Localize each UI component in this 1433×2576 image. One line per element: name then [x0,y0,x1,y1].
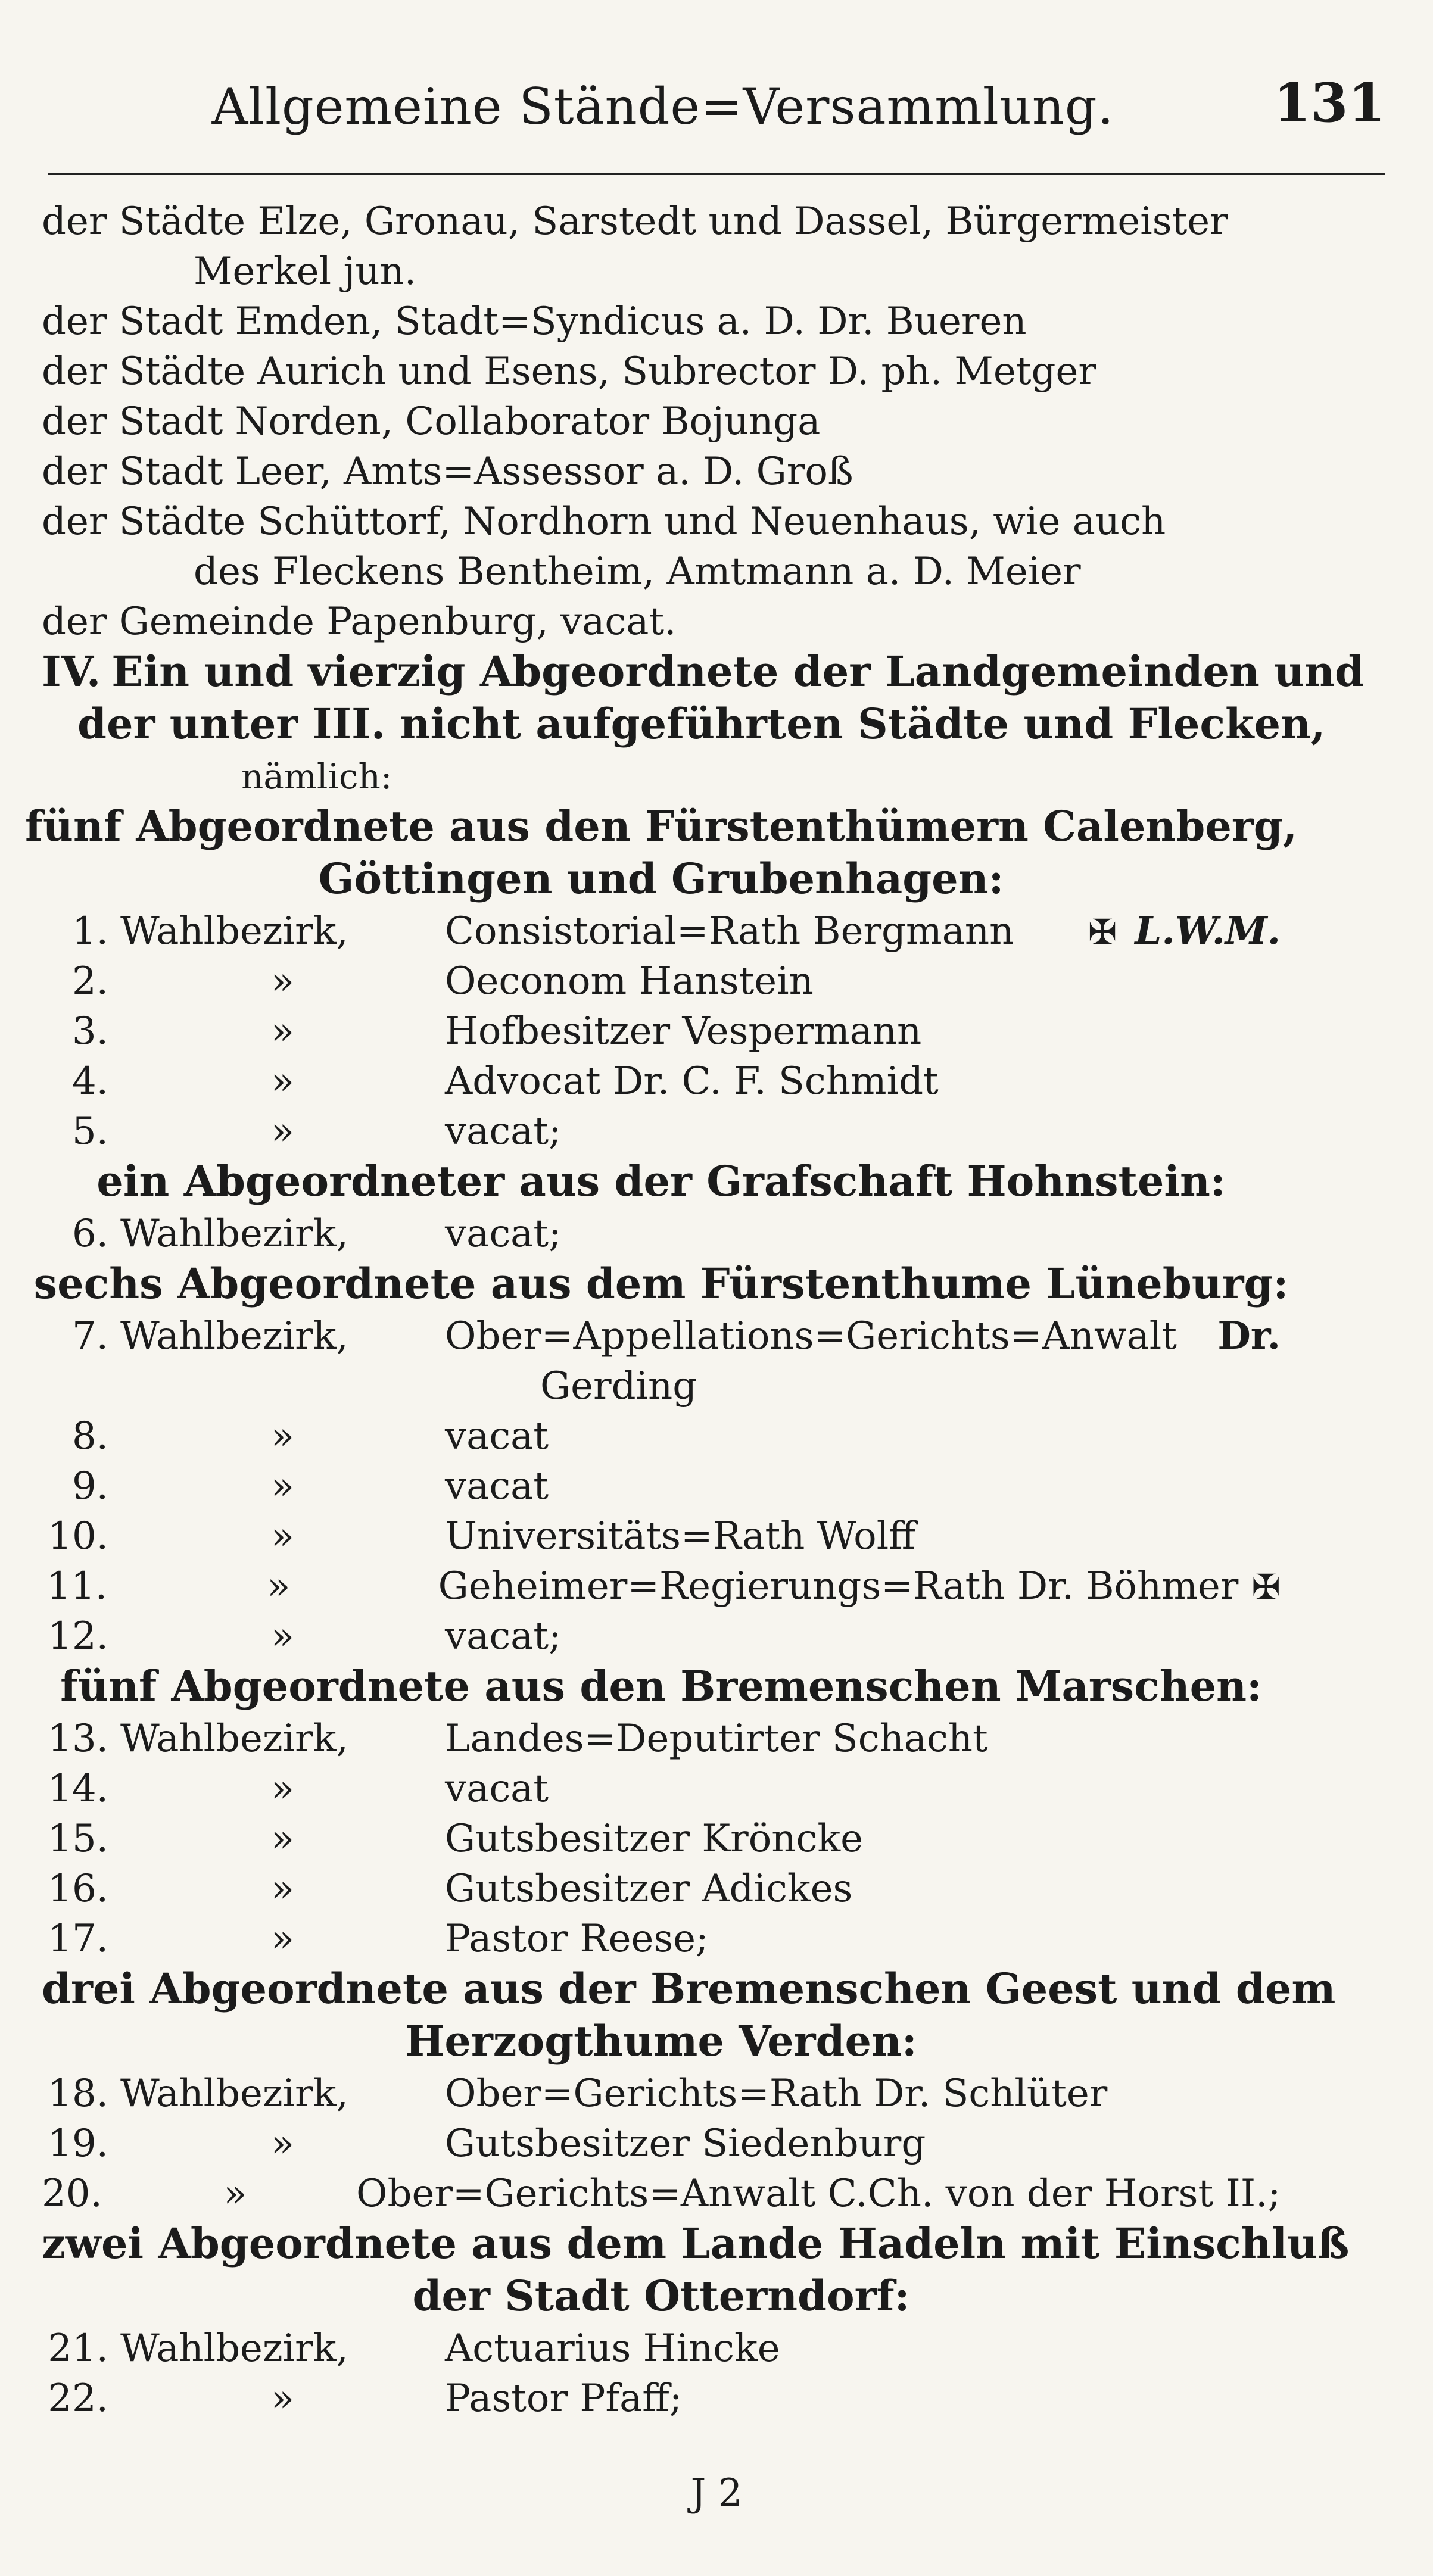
entry-number: 3. [71,1009,108,1053]
entry-number: 5. [71,1109,108,1153]
section-heading-tail: nämlich: [241,756,392,797]
list-item [42,2374,1281,2424]
text-line: Merkel jun. [194,250,417,294]
deputy-name: vacat; [445,1109,562,1153]
entry-number: 9. [71,1464,108,1508]
list-item [42,1914,1281,1964]
deputy-name: Hofbesitzer Vespermann [445,1009,922,1053]
deputy-name: vacat; [445,1212,562,1256]
list-item [42,2069,1281,2119]
page-body [24,197,1364,2424]
deputy-name: Advocat Dr. C. F. Schmidt [445,1059,939,1103]
deputy-name: Pastor Pfaff; [445,2377,683,2421]
deputy-name: Oeconom Hanstein [445,959,814,1003]
list-item [42,2324,1281,2374]
entry-number: 12. [48,1614,108,1658]
entry-number: 19. [48,2122,108,2166]
list-item [42,1864,1281,1914]
list-item [42,1764,1281,1814]
district-label: Wahlbezirk, [120,1314,348,1358]
entry-number: 18. [48,2072,108,2116]
text-line: der Stadt Emden, Stadt=Syndicus a. D. Dr. Bueren [42,300,1027,344]
deputy-name: Pastor Reese; [445,1917,709,1961]
list-item [42,906,1281,956]
list-item [42,1814,1281,1864]
group-heading: Herzogthume Verden: [405,2016,917,2066]
group-heading: drei Abgeordnete aus der Bremenschen Geest und dem [42,1964,1336,2013]
deputy-name: Landes=Deputirter Schacht [445,1717,988,1761]
group-heading: fünf Abgeordnete aus den Fürstenthümern Calenberg, [24,802,1298,851]
text-line: der Städte Schüttorf, Nordhorn und Neuenhaus, wie auch [42,500,1166,544]
page-number: 131 [1273,71,1385,135]
list-item [42,1461,1281,1511]
section-number: IV. [42,647,101,696]
list-item [42,1056,1281,1106]
entry-number: 20. [42,2172,102,2216]
entry-number: 7. [71,1314,108,1358]
list-item [42,1511,1281,1561]
handwritten-mark: L.W.M. [1135,909,1281,953]
ditto-mark: » [270,1109,295,1153]
deputy-name: vacat; [445,1614,562,1658]
list-item [42,1411,1281,1461]
running-head [48,77,1278,136]
entry-number: 17. [48,1917,108,1961]
entry-number: 13. [48,1717,108,1761]
order-cross-icon: ✠ [1251,1567,1281,1607]
list-item [42,2119,1281,2169]
deputy-name: Gutsbesitzer Adickes [445,1867,853,1911]
deputy-name: vacat [445,1464,549,1508]
deputy-name: Universitäts=Rath Wolff [445,1514,916,1558]
entry-number: 2. [71,959,108,1003]
ditto-mark: » [270,1614,295,1658]
group-heading: sechs Abgeordnete aus dem Fürstenthume Lüneburg: [33,1259,1289,1308]
entry-number: 8. [71,1414,108,1458]
district-label: Wahlbezirk, [120,1212,348,1256]
section-title: Ein und vierzig Abgeordnete der Landgemeinden und [111,647,1364,696]
deputy-name: vacat [445,1767,549,1811]
group-heading: der Stadt Otterndorf: [412,2271,910,2321]
ditto-mark: » [267,1564,291,1608]
deputy-name: Gutsbesitzer Siedenburg [445,2122,926,2166]
text-line: des Fleckens Bentheim, Amtmann a. D. Meier [194,550,1081,594]
list-item [42,1714,1281,1764]
list-item [42,1006,1281,1056]
ditto-mark: » [270,1767,295,1811]
entry-number: 21. [48,2326,108,2371]
ditto-mark: » [270,1009,295,1053]
entry-number: 4. [71,1059,108,1103]
signature-mark: J 2 [690,2471,743,2515]
group-heading: Göttingen und Grubenhagen: [318,854,1004,903]
order-cross-icon: ✠ [1088,912,1117,952]
ditto-mark: » [270,1867,295,1911]
list-item [42,2169,1281,2219]
ditto-mark: » [270,2377,295,2421]
group-heading: fünf Abgeordnete aus den Bremenschen Marschen: [60,1661,1262,1711]
deputy-name: Actuarius Hincke [445,2326,780,2371]
entry-number: 10. [48,1514,108,1558]
entry-number: 16. [48,1867,108,1911]
ditto-mark: » [223,2172,247,2216]
ditto-mark: » [270,1059,295,1103]
entry-number: 11. [46,1564,108,1608]
running-title: Allgemeine Stände=Versammlung. [211,77,1114,136]
deputy-name: Gutsbesitzer Kröncke [445,1817,863,1861]
list-item [42,1209,1281,1259]
deputy-name: vacat [445,1414,549,1458]
ditto-mark: » [270,1414,295,1458]
deputy-name: Ober=Gerichts=Anwalt C.Ch. von der Horst II.; [356,2172,1281,2216]
text-line: der Städte Aurich und Esens, Subrector D. ph. Metger [42,350,1096,394]
list-item [42,956,1281,1006]
group-heading: ein Abgeordneter aus der Grafschaft Hohnstein: [96,1156,1226,1206]
group-heading: zwei Abgeordnete aus dem Lande Hadeln mit Einschluß [42,2219,1350,2268]
ditto-mark: » [270,1464,295,1508]
list-item [42,1561,1281,1611]
deputy-title: Dr. [1217,1314,1281,1358]
ditto-mark: » [270,1817,295,1861]
ditto-mark: » [270,1514,295,1558]
text-line: der Stadt Norden, Collaborator Bojunga [42,400,821,444]
entry-number: 15. [48,1817,108,1861]
ditto-mark: » [270,2122,295,2166]
district-label: Wahlbezirk, [120,2326,348,2371]
list-item [42,1311,1281,1361]
list-item [42,1611,1281,1661]
text-line: der Stadt Leer, Amts=Assessor a. D. Groß [42,450,853,494]
deputy-name: Consistorial=Rath Bergmann [445,909,1014,953]
deputy-name: Geheimer=Regierungs=Rath Dr. Böhmer [438,1564,1239,1608]
deputy-name: Ober=Appellations=Gerichts=Anwalt [445,1314,1177,1358]
ditto-mark: » [270,959,295,1003]
section-heading [42,647,1364,699]
list-item [42,1106,1281,1156]
entry-number: 22. [48,2377,108,2421]
ditto-mark: » [270,1917,295,1961]
header-rule [48,173,1385,175]
district-label: Wahlbezirk, [120,909,348,953]
entry-number: 6. [71,1212,108,1256]
deputy-name-continued: Gerding [540,1364,697,1408]
text-line: der Städte Elze, Gronau, Sarstedt und Dassel, Bürgermeister [42,199,1228,244]
entry-number: 1. [71,909,108,953]
deputy-name: Ober=Gerichts=Rath Dr. Schlüter [445,2072,1108,2116]
text-line: der Gemeinde Papenburg, vacat. [42,600,677,644]
district-label: Wahlbezirk, [120,2072,348,2116]
entry-number: 14. [48,1767,108,1811]
district-label: Wahlbezirk, [120,1717,348,1761]
section-heading-continued: der unter III. nicht aufgeführten Städte und Flecken, [77,699,1326,749]
